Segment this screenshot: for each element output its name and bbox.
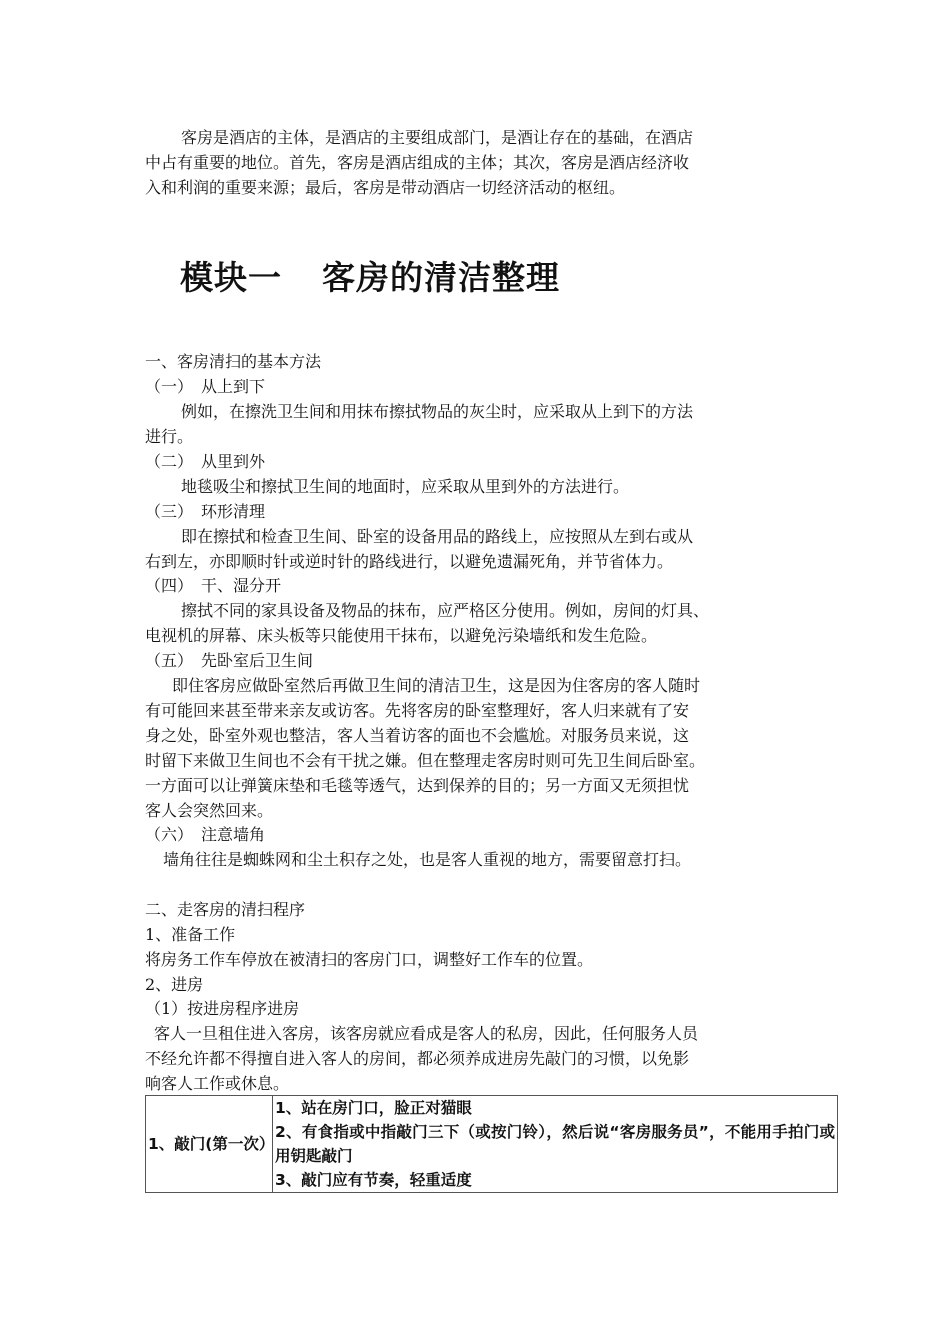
substep-text: 客人一旦租住进入客房，该客房就应看成是客人的私房，因此，任何服务人员 xyxy=(154,1024,699,1043)
table-cell-label: 1、敲门(第一次） xyxy=(146,1096,273,1193)
intro-line: 客房是酒店的主体，是酒店的主要组成部门，是酒让存在的基础，在酒店 xyxy=(181,128,694,147)
table-cell-steps xyxy=(273,1096,838,1193)
item-text: 即住客房应做卧室然后再做卫生间的清洁卫生，这是因为住客房的客人随时 xyxy=(172,676,701,695)
section-heading: 一、客房清扫的基本方法 xyxy=(145,352,322,371)
item-label: （二） 从里到外 xyxy=(145,452,266,471)
item-text: 客人会突然回来。 xyxy=(145,801,274,820)
section-heading: 二、走客房的清扫程序 xyxy=(145,900,306,919)
step-title: 2、进房 xyxy=(145,975,204,994)
substep-title: （1）按进房程序进房 xyxy=(145,999,300,1018)
item-label: （四） 干、湿分开 xyxy=(145,576,282,595)
item-text: 时留下来做卫生间也不会有干扰之嫌。但在整理走客房时则可先卫生间后卧室。 xyxy=(145,751,706,770)
item-label: （六） 注意墙角 xyxy=(145,825,266,844)
item-text: 一方面可以让弹簧床垫和毛毯等透气，达到保养的目的；另一方面又无须担忧 xyxy=(145,776,690,795)
table-step: 1、站在房门口，脸正对猫眼 xyxy=(275,1099,472,1117)
module-title-number: 模块一 xyxy=(180,258,282,297)
table-row xyxy=(146,1096,838,1193)
item-text: 电视机的屏幕、床头板等只能使用干抹布，以避免污染墙纸和发生危险。 xyxy=(145,626,658,645)
item-text: 身之处，卧室外观也整洁，客人当着访客的面也不会尴尬。对服务员来说，这 xyxy=(145,726,690,745)
item-text: 擦拭不同的家具设备及物品的抹布，应严格区分使用。例如，房间的灯具、 xyxy=(181,601,710,620)
module-title xyxy=(180,252,560,299)
table-step: 3、敲门应有节奏，轻重适度 xyxy=(275,1171,472,1189)
step-title: 1、准备工作 xyxy=(145,925,236,944)
substep-text: 响客人工作或休息。 xyxy=(145,1074,290,1093)
item-text: 有可能回来甚至带来亲友或访客。先将客房的卧室整理好，客人归来就有了安 xyxy=(145,701,690,720)
step-text: 将房务工作车停放在被清扫的客房门口，调整好工作车的位置。 xyxy=(145,950,594,969)
module-title-text: 客房的清洁整理 xyxy=(322,258,560,297)
intro-line: 中占有重要的地位。首先，客房是酒店组成的主体；其次，客房是酒店经济收 xyxy=(145,153,690,172)
substep-text: 不经允许都不得擅自进入客人的房间，都必须养成进房先敲门的习惯，以免影 xyxy=(145,1049,690,1068)
procedure-table xyxy=(145,1095,838,1193)
table-step: 2、有食指或中指敲门三下（或按门铃），然后说“客房服务员”，不能用手拍门或用钥匙敲门 xyxy=(275,1123,835,1165)
item-text: 墙角往往是蜘蛛网和尘土积存之处，也是客人重视的地方，需要留意打扫。 xyxy=(163,850,692,869)
item-label: （一） 从上到下 xyxy=(145,377,266,396)
intro-line: 入和利润的重要来源；最后，客房是带动酒店一切经济活动的枢纽。 xyxy=(145,178,626,197)
item-text: 例如，在擦洗卫生间和用抹布擦拭物品的灰尘时，应采取从上到下的方法 xyxy=(181,402,694,421)
item-text: 进行。 xyxy=(145,427,194,446)
item-text: 右到左，亦即顺时针或逆时针的路线进行，以避免遗漏死角，并节省体力。 xyxy=(145,552,674,571)
item-label: （三） 环形清理 xyxy=(145,502,266,521)
item-text: 地毯吸尘和擦拭卫生间的地面时，应采取从里到外的方法进行。 xyxy=(181,477,630,496)
item-label: （五） 先卧室后卫生间 xyxy=(145,651,314,670)
item-text: 即在擦拭和检查卫生间、卧室的设备用品的路线上，应按照从左到右或从 xyxy=(181,527,694,546)
